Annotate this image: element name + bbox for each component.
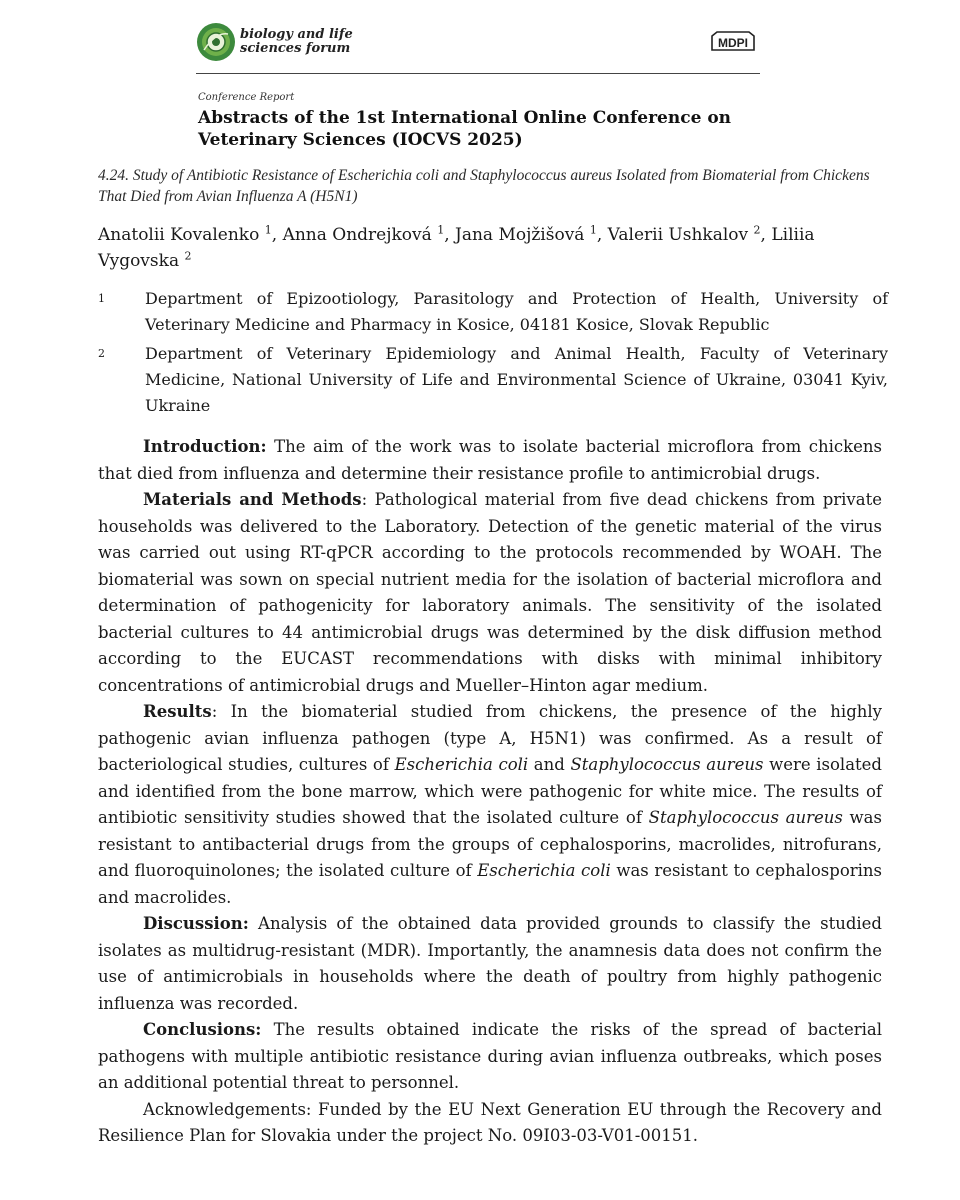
- results-text: were isolated and identified from the bone marrow, which were pathogenic for white mice. The results of antibiotic sensitivity studies showed that the isolated culture of: [98, 755, 882, 827]
- affiliation: [98, 286, 888, 338]
- author-separator: ,: [444, 225, 455, 245]
- results-text: and: [528, 755, 571, 774]
- author[interactable]: [283, 225, 445, 245]
- section-heading-text: Study of Antibiotic Resistance of: [132, 167, 338, 184]
- acknowledgements-paragraph: Acknowledgements: Funded by the EU Next Generation EU through the Recovery and Resilience Plan for Slovakia under the project No. 09I03-03-V01-00151.: [98, 1099, 882, 1145]
- author-separator: ,: [760, 225, 772, 245]
- journal-name: [240, 28, 353, 56]
- author-name: Anatolii Kovalenko: [98, 225, 260, 245]
- introduction-label: Introduction:: [143, 437, 267, 456]
- section-heading-text: and: [439, 167, 471, 184]
- affiliation: [98, 341, 888, 419]
- section-heading: [98, 165, 878, 207]
- affiliation-text: Department of Epizootiology, Parasitology and Protection of Health, University of Veterinary Medicine and Pharmacy in Kosice, 04181 Kosice, Slovak Republic: [145, 289, 888, 334]
- methods-paragraph: [98, 487, 882, 699]
- author-affiliation-ref: 1: [437, 223, 445, 237]
- section-heading-text: Isolated from Biomaterial from Chickens That Died from Avian Influenza A (H5N1): [98, 167, 870, 205]
- organism-name: Staphylococcus aureus: [470, 167, 613, 184]
- publisher-name: MDPI: [718, 36, 748, 50]
- methods-label: Materials and Methods: [143, 490, 362, 509]
- author-affiliation-ref: 1: [264, 223, 272, 237]
- organism-name: Escherichia coli: [337, 167, 440, 184]
- page-title: Abstracts of the 1st International Online Conference on Veterinary Sciences (IOCVS 2025): [198, 108, 732, 150]
- author-name: Jana Mojžišová: [455, 225, 585, 245]
- header-divider: [196, 73, 760, 74]
- journal-logo-icon: [196, 22, 236, 62]
- author-separator: ,: [596, 225, 608, 245]
- author-separator: ,: [271, 225, 283, 245]
- article-type: Conference Report: [198, 92, 295, 103]
- author[interactable]: [455, 225, 597, 245]
- mdpi-logo[interactable]: [708, 30, 758, 54]
- conclusions-text: The results obtained indicate the risks of the spread of bacterial pathogens with multiple antibiotic resistance during avian influenza outbreaks, which poses an additional potential threat to personnel.: [98, 1020, 882, 1092]
- affiliation-number: 2: [98, 347, 105, 360]
- author[interactable]: [98, 225, 272, 245]
- section-number: 4.24.: [98, 167, 129, 184]
- results-paragraph: [98, 699, 882, 911]
- author[interactable]: [608, 225, 761, 245]
- author-affiliation-ref: 2: [753, 223, 761, 237]
- affiliation-number: 1: [98, 292, 105, 305]
- journal-logo[interactable]: [196, 22, 353, 62]
- organism-name: Escherichia coli: [477, 861, 611, 880]
- organism-name: Staphylococcus aureus: [570, 755, 764, 774]
- author-name: Liliia Vygovska: [98, 225, 815, 271]
- discussion-text: Analysis of the obtained data provided grounds to classify the studied isolates as multidrug-resistant (MDR). Importantly, the anamnesis data does not confirm the use of antimicrobials in households where the death of poultry from highly pathogenic influenza was recorded.: [98, 914, 882, 1013]
- abstract-body: [98, 434, 882, 1150]
- discussion-label: Discussion:: [143, 914, 249, 933]
- author-list: [98, 222, 888, 274]
- discussion-paragraph: [98, 911, 882, 1017]
- conclusions-label: Conclusions:: [143, 1020, 262, 1039]
- page-header: [196, 22, 760, 74]
- author-affiliation-ref: 2: [184, 249, 192, 263]
- journal-name-line2: sciences forum: [240, 41, 351, 56]
- results-text: was resistant to antibacterial drugs from the groups of cephalosporins, macrolides, nitrofurans, and fluoroquinolones; the isolated culture of: [98, 808, 882, 880]
- organism-name: Escherichia coli: [394, 755, 529, 774]
- author-name: Anna Ondrejková: [282, 225, 432, 245]
- introduction-paragraph: [98, 434, 882, 487]
- affiliation-text: Department of Veterinary Epidemiology and Animal Health, Faculty of Veterinary Medicine, National University of Life and Environmental Science of Ukraine, 03041 Kyiv, Ukraine: [145, 344, 888, 415]
- conclusions-paragraph: [98, 1017, 882, 1097]
- methods-text: : Pathological material from five dead chickens from private households was delivered to the Laboratory. Detection of the genetic material of the virus was carried out using RT-qPCR according to the protocols recommended by WOAH. The biomaterial was sown on special nutrient media for the isolation of bacterial microflora and determination of pathogenicity for laboratory animals. The sensitivity of the isolated bacterial cultures to 44 antimicrobial drugs was determined by the disk diffusion method according to the EUCAST recommendations with disks with minimal inhibitory concentrations of antimicrobial drugs and Mueller–Hinton agar medium.: [98, 490, 882, 695]
- organism-name: Staphylococcus aureus: [648, 808, 843, 827]
- results-text: : In the biomaterial studied from chickens, the presence of the highly pathogenic avian influenza pathogen (type A, H5N1) was confirmed. As a result of bacteriological studies, cultures of: [98, 702, 882, 774]
- results-label: Results: [143, 702, 212, 721]
- author-affiliation-ref: 1: [589, 223, 597, 237]
- results-text: was resistant to cephalosporins and macrolides.: [98, 861, 883, 907]
- author-name: Valerii Ushkalov: [607, 225, 749, 245]
- introduction-text: The aim of the work was to isolate bacterial microflora from chickens that died from influenza and determine their resistance profile to antimicrobial drugs.: [98, 437, 882, 483]
- journal-name-line1: biology and life: [240, 27, 353, 42]
